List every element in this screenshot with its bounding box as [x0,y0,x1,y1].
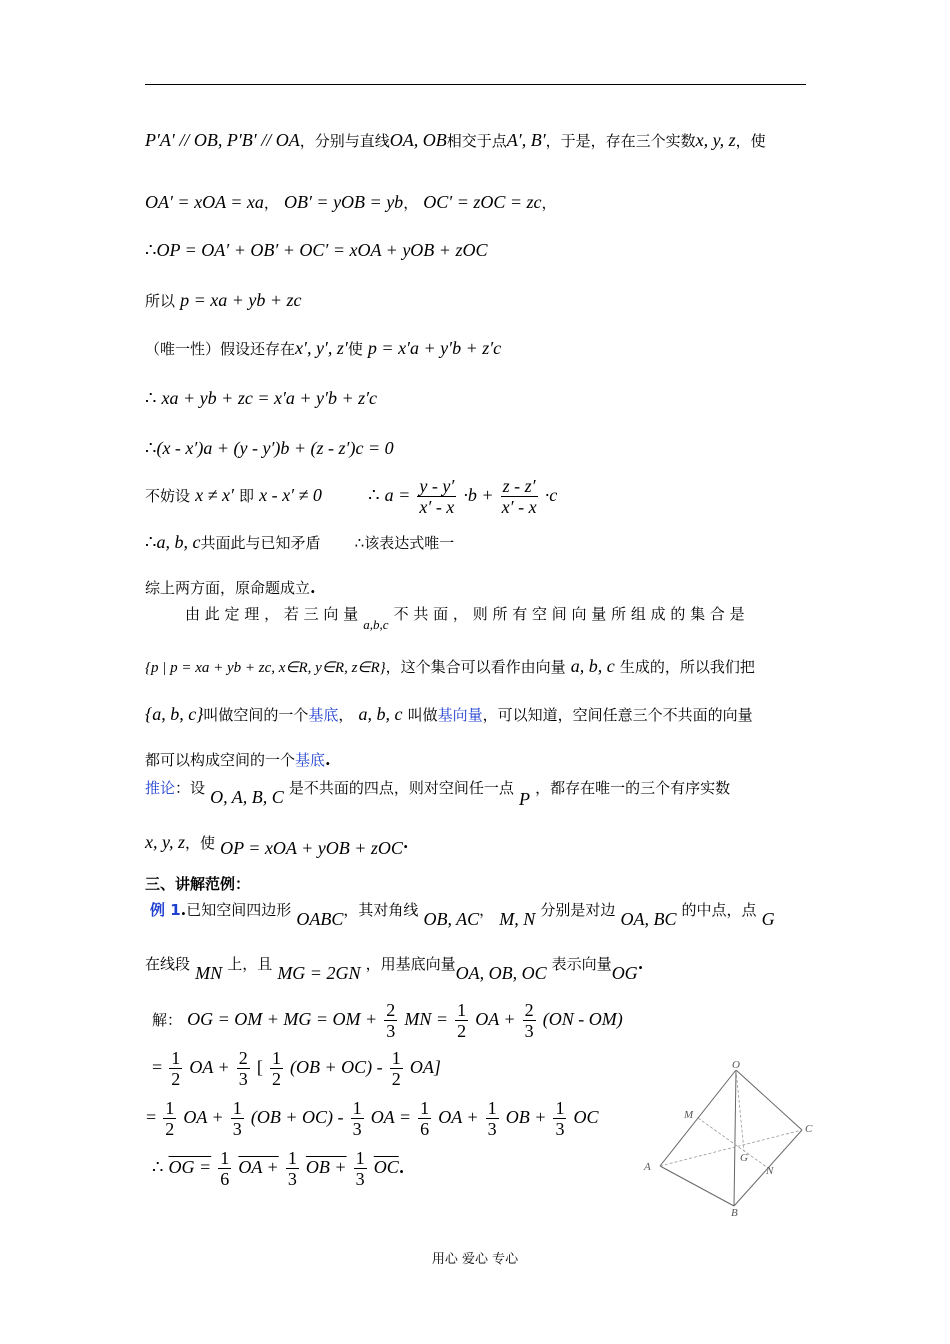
edge-AC [660,1130,802,1166]
edge-OB [734,1070,736,1206]
text-line-16: x, y, z，使 OP = xOA + yOB + zOC. [145,832,409,858]
text-line-14: 都可以构成空间的一个基底. [145,750,331,769]
label-O: O [732,1059,740,1071]
term-corollary: 推论 [145,779,176,797]
text-line-7: ∴(x - x′)a + (y - y′)b + (z - z′)c = 0 [145,438,394,458]
text-line-10: 综上两方面，原命题成立. [145,578,316,597]
label-M: M [684,1109,694,1121]
edge-OC [736,1070,802,1130]
edge-AB [660,1166,734,1206]
text-line-11: 由 此 定 理 ， 若 三 向 量 $_{a,b,c}$ 不 共 面 ， 则 所 有 空 间 向 量 所 组 成 的 集 合 是 [185,605,745,632]
text-line-3: ∴OP = OA′ + OB′ + OC′ = xOA + yOB + zOC [145,240,488,260]
solution-line-2: = $\frac{1}{2}$ OA + $\frac{2}{3}$ [ $\frac{1}{2}$ (OB + OC) - $\frac{1}{2}$ OA] [152,1048,441,1089]
example-1-line-2: 在线段 MN 上，且 MG = 2GN ，用基底向量OA, OB, OC 表示向量OG. [145,954,644,983]
label-N: N [766,1165,774,1177]
example-label: 例 1 [150,901,181,919]
segment-OG [736,1070,744,1151]
fraction: $\frac{1}{6}$ [220,1148,230,1189]
fraction: $\frac{1}{2}$ [171,1048,181,1089]
term-basis-vector: 基向量 [437,706,483,724]
fraction: $\frac{1}{3}$ [487,1098,497,1139]
fraction: $\frac{1}{3}$ [555,1098,565,1139]
text-line-13: {a, b, c}叫做空间的一个基底， a, b, c 叫做基向量，可以知道，空间任意三个不共面的向量 [145,704,753,724]
fraction: $\frac{1}{3}$ [287,1148,297,1189]
fraction: $\frac{2}{3}$ [386,1000,396,1041]
label-A: A [644,1161,651,1173]
solution-line-3: = $\frac{1}{2}$ OA + $\frac{1}{3}$ (OB + OC) - $\frac{1}{3}$ OA = $\frac{1}{6}$ OA + $\frac{1}{3}$ OB + $\frac{1}{3}$ OC [146,1098,599,1139]
text-line-4: 所以 p = xa + yb + zc [145,290,302,310]
fraction: $\frac{2}{3}$ [524,1000,534,1041]
fraction: $\frac{1}{2}$ [391,1048,401,1089]
text-line-1: P′A′ // OB, P′B′ // OA，分别与直线OA, OB相交于点A′, B′，于是，存在三个实数x, y, z，使 [145,130,766,150]
solution-line-4: ∴ OG = $\frac{1}{6}$ OA + $\frac{1}{3}$ OB + $\frac{1}{3}$ $\overline{OC}$. [152,1148,405,1189]
fraction: $\frac{z - z'}{x' - x}$ [501,476,537,517]
math: P′A′ // OB, P′B′ // OA [145,130,300,150]
fraction: $\frac{1}{6}$ [420,1098,430,1139]
fraction: $\frac{1}{3}$ [352,1098,362,1139]
term-basis: 基底 [295,751,326,769]
label-B: B [731,1207,738,1218]
segment-MN [698,1118,768,1168]
page-footer: 用心 爱心 专心 [431,1252,519,1267]
text-line-12: {p | p = xa + yb + zc, x∈R, y∈R, z∈R}，这个集合可以看作由向量 a, b, c 生成的，所以我们把 [145,656,755,676]
text-line-5: （唯一性）假设还存在x′, y′, z′使 p = x′a + y′b + z′c [145,338,502,358]
text-line-6: ∴ xa + yb + zc = x′a + y′b + z′c [145,388,378,408]
section-heading: 三、讲解范例： [145,875,251,893]
text-line-8: 不妨设 x ≠ x′ 即 x - x′ ≠ 0 ∴ a = $\frac{y - y'}{x' - x}$ ·b + $\frac{z - z'}{x' - x}$ ·c [145,476,558,517]
label-G: G [740,1152,748,1164]
example-1-line: 例 1.已知空间四边形 OABC，其对角线 OB, AC， M, N 分别是对边 OA, BC 的中点，点 G [150,900,775,929]
fraction: $\frac{1}{3}$ [232,1098,242,1139]
text-line-9: ∴a, b, c共面此与已知矛盾 ∴该表达式唯一 [145,532,455,552]
fraction: $\frac{1}{3}$ [355,1148,365,1189]
header-rule [145,84,806,85]
term-basis: 基底 [308,706,339,724]
label-C: C [805,1123,813,1135]
fraction: $\frac{1}{2}$ [165,1098,175,1139]
text-line-2: OA′ = xOA = xa， OB′ = yOB = yb， OC′ = zOC = zc， [145,192,557,212]
fraction: $\frac{y - y'}{x' - x}$ [419,476,455,517]
tetrahedron-figure [640,1058,820,1218]
fraction: $\frac{1}{2}$ [457,1000,467,1041]
fraction: $\frac{1}{2}$ [271,1048,281,1089]
text-line-15: 推论：设 O, A, B, C 是不共面的四点，则对空间任一点 P ，都存在唯一的三个有序实数 [145,779,731,809]
solution-line-1: 解： OG = OM + MG = OM + $\frac{2}{3}$ MN = $\frac{1}{2}$ OA + $\frac{2}{3}$ (ON - OM) [152,1000,623,1041]
fraction: $\frac{2}{3}$ [238,1048,248,1089]
